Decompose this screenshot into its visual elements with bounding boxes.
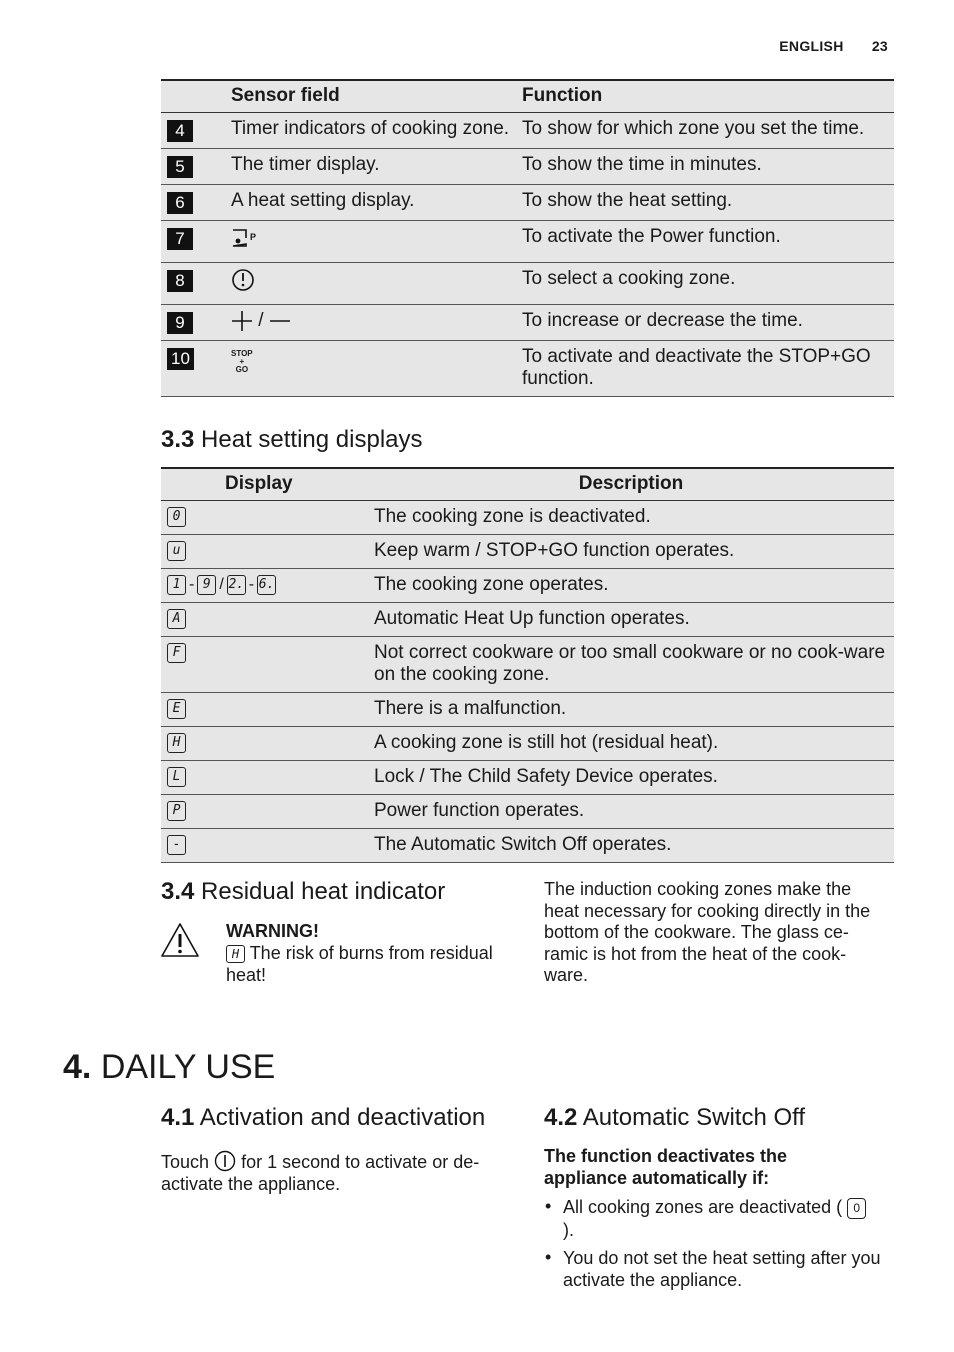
switch-off-intro: The function deactivates the appliance automatically if: — [544, 1146, 788, 1188]
sensor-cell — [225, 305, 516, 341]
table-row — [161, 569, 894, 603]
range-separator: - — [248, 576, 255, 593]
description-cell: The cooking zone is deactivated. — [368, 501, 894, 535]
display-symbol: 6. — [257, 575, 276, 595]
description-cell: Power function operates. — [368, 795, 894, 829]
stop-go-go-label: GO — [235, 365, 249, 374]
stop-go-icon — [231, 346, 253, 374]
table-row — [161, 341, 894, 397]
chapter-number: 4. — [63, 1048, 92, 1086]
display-symbol: u — [167, 541, 186, 561]
table-row — [161, 221, 894, 263]
display-symbol: - — [167, 835, 186, 855]
column-header-display: Display — [161, 468, 368, 501]
table-row — [161, 305, 894, 341]
zero-display-symbol: 0 — [847, 1198, 866, 1219]
plus-icon — [231, 310, 253, 332]
section-heading-3-3 — [161, 426, 423, 454]
language-label: ENGLISH — [779, 38, 844, 54]
heat-setting-table — [161, 467, 894, 863]
display-symbol: F — [167, 643, 186, 663]
minus-icon — [269, 310, 291, 332]
row-number: 6 — [167, 192, 193, 214]
description-cell: There is a malfunction. — [368, 693, 894, 727]
table-row — [161, 263, 894, 305]
list-item: • All cooking zones are deactivated ( 0 ). — [544, 1196, 890, 1241]
display-symbol: H — [167, 733, 186, 753]
function-cell: To select a cooking zone. — [516, 263, 894, 305]
table-row — [161, 693, 894, 727]
section-heading-4-2 — [544, 1104, 805, 1132]
function-cell: To increase or decrease the time. — [516, 305, 894, 341]
section-number: 4.2 — [544, 1104, 578, 1131]
sensor-cell: The timer display. — [225, 149, 516, 185]
description-cell: A cooking zone is still hot (residual heat). — [368, 727, 894, 761]
table-row — [161, 795, 894, 829]
row-number: 4 — [167, 120, 193, 142]
warning-box — [226, 920, 516, 986]
function-cell: To show the heat setting. — [516, 185, 894, 221]
section-title: Heat setting displays — [201, 426, 423, 453]
row-number: 7 — [167, 228, 193, 250]
section-heading-4-1 — [161, 1104, 485, 1132]
warning-title: WARNING! — [226, 921, 319, 941]
on-off-icon — [214, 1150, 236, 1172]
page-number: 23 — [871, 38, 888, 54]
warning-text-line — [226, 942, 516, 986]
activation-text-start: Touch — [161, 1152, 210, 1172]
page-header — [779, 38, 888, 54]
table-row — [161, 149, 894, 185]
power-function-icon — [231, 226, 261, 250]
section-title: Activation and deactivation — [199, 1104, 486, 1131]
sensor-cell — [225, 263, 516, 305]
table-row — [161, 535, 894, 569]
sensor-field-table — [161, 79, 894, 397]
section-number: 3.3 — [161, 426, 195, 453]
display-symbol: 2. — [227, 575, 246, 595]
display-symbol: L — [167, 767, 186, 787]
table-row — [161, 761, 894, 795]
row-number: 9 — [167, 312, 193, 334]
sensor-cell: Timer indicators of cooking zone. — [225, 113, 516, 149]
table-row — [161, 113, 894, 149]
section-heading-3-4 — [161, 878, 445, 906]
display-symbol: A — [167, 609, 186, 629]
table-row — [161, 637, 894, 693]
description-cell: Automatic Heat Up function operates. — [368, 603, 894, 637]
display-symbol: E — [167, 699, 186, 719]
column-header-description: Description — [368, 468, 894, 501]
zone-select-icon — [231, 268, 257, 292]
section-number: 4.1 — [161, 1104, 195, 1131]
range-separator: / — [219, 576, 224, 593]
activation-text-end: for 1 second to activate or de-activate the appliance. — [161, 1152, 480, 1194]
table-header-row — [161, 468, 894, 501]
function-cell: To show the time in minutes. — [516, 149, 894, 185]
description-cell: Not correct cookware or too small cookware or no cook-ware on the cooking zone. — [368, 637, 894, 693]
warning-text: The risk of burns from residual heat! — [226, 943, 493, 985]
function-cell: To show for which zone you set the time. — [516, 113, 894, 149]
stop-go-plus-label: + — [239, 357, 245, 366]
section-title: Residual heat indicator — [201, 878, 446, 905]
row-number: 5 — [167, 156, 193, 178]
row-number: 8 — [167, 270, 193, 292]
function-cell: To activate the Power function. — [516, 221, 894, 263]
description-cell: The cooking zone operates. — [368, 569, 894, 603]
table-row — [161, 501, 894, 535]
column-header-function: Function — [516, 80, 894, 113]
list-item: • You do not set the heat setting after you activate the appliance. — [544, 1247, 890, 1291]
column-header-sensor-field: Sensor field — [225, 80, 516, 113]
section-number: 3.4 — [161, 878, 195, 905]
sensor-cell — [225, 341, 516, 397]
table-row — [161, 185, 894, 221]
sensor-cell — [225, 221, 516, 263]
stop-go-stop-label: STOP — [231, 349, 253, 358]
plus-minus-separator: / — [258, 310, 264, 331]
table-row — [161, 603, 894, 637]
range-separator: - — [189, 576, 195, 593]
display-symbol: 9 — [197, 575, 216, 595]
warning-triangle-icon — [160, 922, 200, 958]
display-symbol: 1 — [167, 575, 186, 595]
row-number: 10 — [167, 348, 194, 370]
svg-text:P: P — [250, 232, 257, 242]
residual-heat-symbol: H — [226, 945, 245, 963]
table-row — [161, 727, 894, 761]
table-row — [161, 829, 894, 863]
activation-paragraph — [161, 1150, 511, 1195]
chapter-title — [63, 1048, 275, 1087]
display-symbol: 0 — [167, 507, 186, 527]
description-cell: Lock / The Child Safety Device operates. — [368, 761, 894, 795]
section-title: Automatic Switch Off — [582, 1104, 806, 1131]
display-symbol: P — [167, 801, 186, 821]
table-header-row — [161, 80, 894, 113]
description-cell: The Automatic Switch Off operates. — [368, 829, 894, 863]
description-cell: Keep warm / STOP+GO function operates. — [368, 535, 894, 569]
sensor-cell: A heat setting display. — [225, 185, 516, 221]
function-cell: To activate and deactivate the STOP+GO function. — [516, 341, 894, 397]
induction-paragraph: The induction cooking zones make the heat necessary for cooking directly in the bottom of the cookware. The glass ce-ramic is hot from the heat of the cook-ware. — [544, 879, 871, 985]
chapter-name: DAILY USE — [100, 1048, 276, 1086]
switch-off-conditions — [544, 1196, 890, 1297]
